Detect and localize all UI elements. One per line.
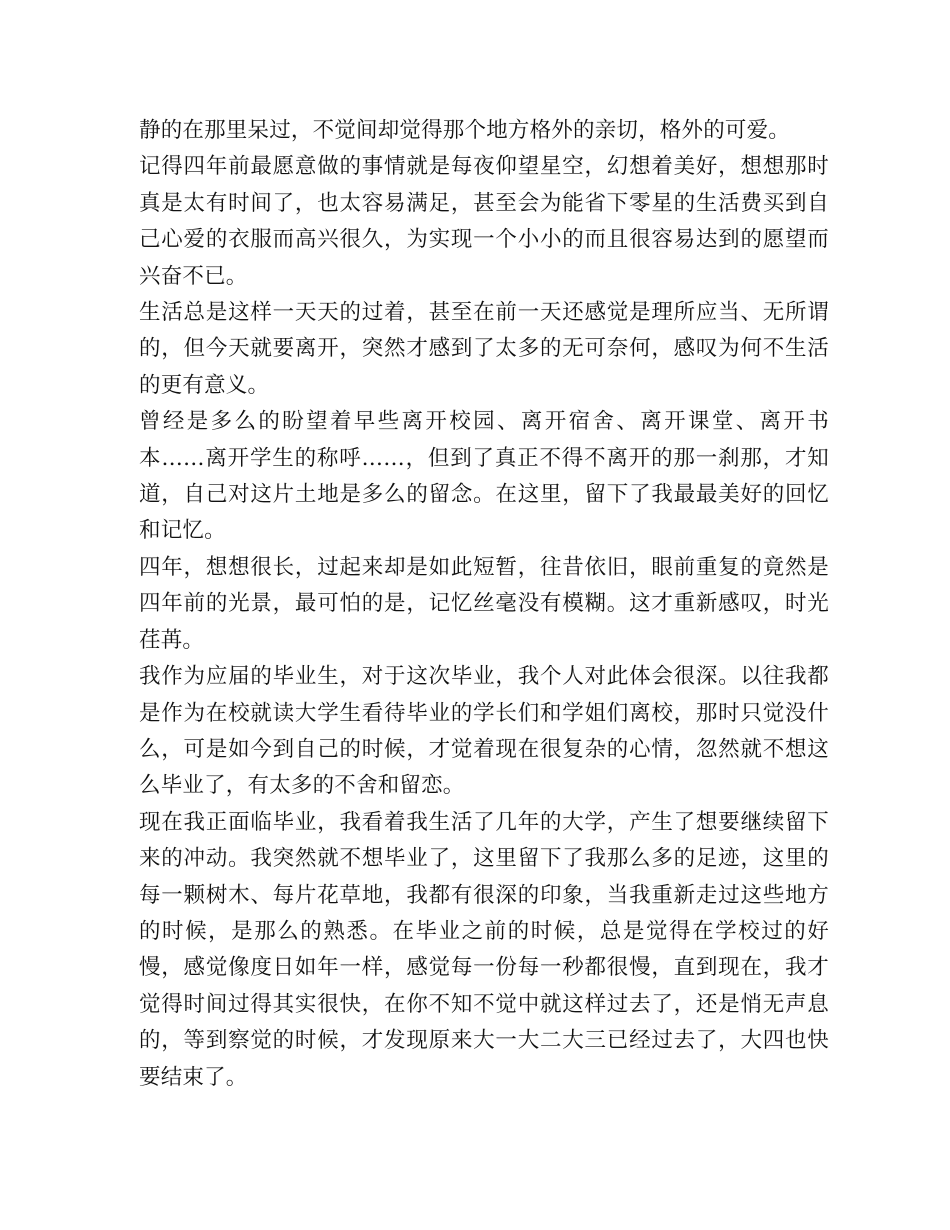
paragraph-5: 四年，想想很长，过起来却是如此短暂，往昔依旧，眼前重复的竟然是四年前的光景，最可怕的是，记忆丝毫没有模糊。这才重新感叹，时光荏苒。 [139, 554, 829, 653]
paragraph-4: 曾经是多么的盼望着早些离开校园、离开宿舍、离开课堂、离开书本……离开学生的称呼……，但到了真正不得不离开的那一刹那，才知道，自己对这片土地是多么的留念。在这里，留下了我最最美好的回忆和记忆。 [139, 409, 829, 544]
paragraph-2: 记得四年前最愿意做的事情就是每夜仰望星空，幻想着美好，想想那时真是太有时间了，也太容易满足，甚至会为能省下零星的生活费买到自己心爱的衣服而高兴很久，为实现一个小小的而且很容易达到的愿望而兴奋不已。 [139, 154, 829, 289]
paragraph-7: 现在我正面临毕业，我看着我生活了几年的大学，产生了想要继续留下来的冲动。我突然就不想毕业了，这里留下了我那么多的足迹，这里的每一颗树木、每片花草地，我都有很深的印象，当我重新走过这些地方的时候，是那么的熟悉。在毕业之前的时候，总是觉得在学校过的好慢，感觉像度日如年一样，感觉每一份每一秒都很慢，直到现在，我才觉得时间过得其实很快，在你不知不觉中就这样过去了，还是悄无声息的，等到察觉的时候，才发现原来大一大二大三已经过去了，大四也快要结束了。 [139, 809, 829, 1090]
document-body [139, 113, 829, 1096]
paragraph-1: 静的在那里呆过，不觉间却觉得那个地方格外的亲切，格外的可爱。 [139, 118, 791, 143]
paragraph-6: 我作为应届的毕业生，对于这次毕业，我个人对此体会很深。以往我都是作为在校就读大学生看待毕业的学长们和学姐们离校，那时只觉没什么，可是如今到自己的时候，才觉着现在很复杂的心情，忽然就不想这么毕业了，有太多的不舍和留恋。 [139, 664, 829, 799]
paragraph-3: 生活总是这样一天天的过着，甚至在前一天还感觉是理所应当、无所谓的，但今天就要离开，突然才感到了太多的无可奈何，感叹为何不生活的更有意义。 [139, 300, 829, 398]
